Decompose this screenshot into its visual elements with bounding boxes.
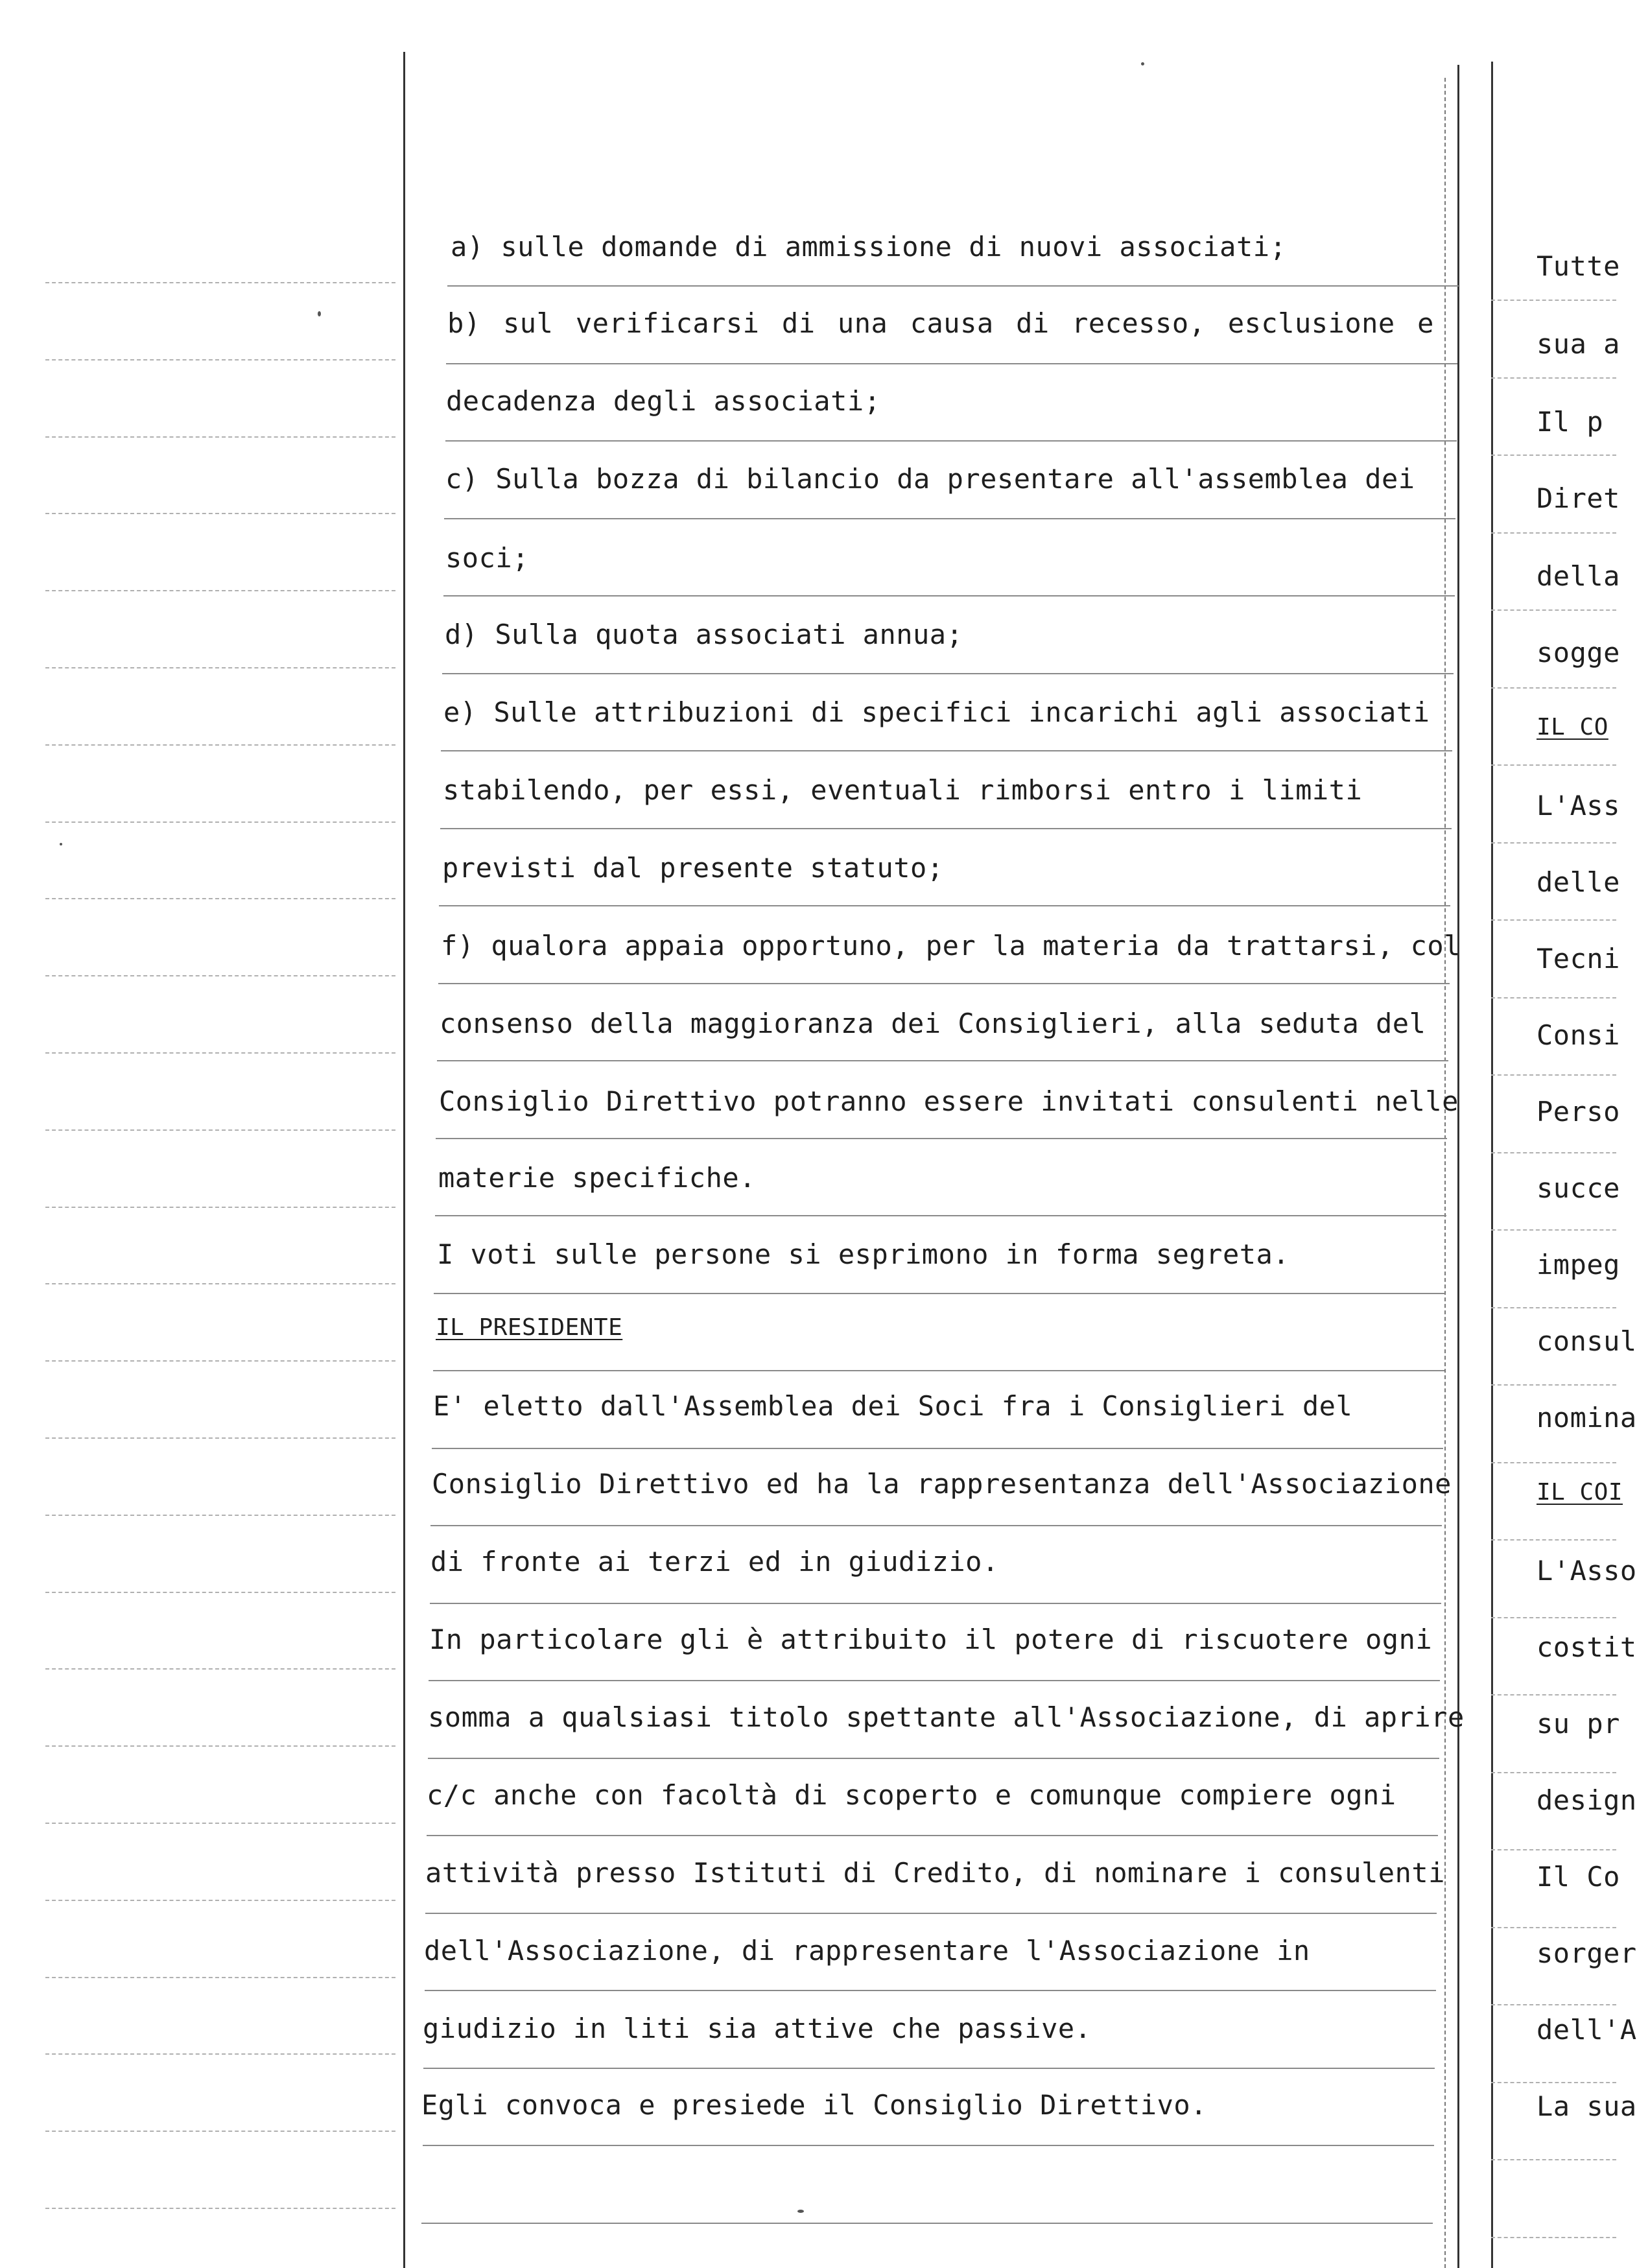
line-word: causa	[910, 307, 994, 339]
partial-line: design	[1537, 1784, 1637, 1816]
partial-line: su pr	[1537, 1708, 1620, 1740]
line-word: una	[837, 307, 888, 339]
ruled-line	[446, 363, 1457, 364]
line-word: esclusione	[1227, 307, 1395, 339]
margin-ruled-line	[45, 898, 395, 899]
line-word: e	[1417, 307, 1434, 339]
scan-speck	[1141, 62, 1144, 65]
ruled-line	[433, 1370, 1444, 1371]
text-line: consenso della maggioranza dei Consiglieri, alla seduta del	[440, 1008, 1426, 1039]
ruled-line	[423, 2145, 1434, 2146]
ruled-line	[438, 983, 1450, 984]
partial-line: Il Co	[1537, 1861, 1620, 1893]
text-line: a) sulle domande di ammissione di nuovi associati;	[451, 231, 1287, 263]
margin-ruled-line	[45, 2208, 395, 2209]
ruled-line	[421, 2223, 1433, 2224]
partial-line: Il p	[1537, 406, 1604, 438]
ruled-line	[423, 2068, 1435, 2069]
line-word: di	[1016, 307, 1050, 339]
text-line: giudizio in liti sia attive che passive.	[423, 2013, 1092, 2044]
partial-line: della	[1537, 560, 1620, 592]
text-line: somma a qualsiasi titolo spettante all'Associazione, di aprire	[428, 1701, 1465, 1733]
text-line: di fronte ai terzi ed in giudizio.	[430, 1546, 999, 1577]
text-line: previsti dal presente statuto;	[442, 852, 944, 884]
ruled-line	[427, 1835, 1438, 1836]
ruled-line	[435, 1215, 1446, 1216]
ruled-line	[434, 1293, 1445, 1294]
margin-ruled-line	[45, 1360, 395, 1362]
partial-line: Diret	[1537, 482, 1620, 514]
text-line: attività presso Istituti di Credito, di nominare i consulenti	[425, 1857, 1445, 1889]
text-line: Consiglio Direttivo potranno essere invitati consulenti nelle	[439, 1085, 1459, 1117]
right-margin-line	[1457, 65, 1459, 2268]
ruled-line	[441, 750, 1452, 751]
ruled-line	[442, 673, 1454, 674]
ruled-line	[447, 285, 1459, 287]
margin-ruled-line	[45, 1977, 395, 1978]
ruled-line	[429, 1680, 1440, 1681]
text-line: soci;	[445, 542, 529, 574]
ruled-line	[439, 905, 1450, 906]
partial-line: delle	[1537, 866, 1620, 898]
scan-speck	[797, 2210, 804, 2213]
margin-ruled-line	[45, 1283, 395, 1284]
partial-line: sua a	[1537, 328, 1620, 360]
partial-line: costit	[1537, 1631, 1637, 1663]
partial-line: Tutte	[1537, 250, 1620, 282]
ruled-line	[425, 1990, 1436, 1991]
margin-ruled-line	[45, 359, 395, 360]
partial-line: Perso	[1537, 1096, 1620, 1128]
text-line: Consiglio Direttivo ed ha la rappresentanza dell'Associazione	[432, 1468, 1452, 1500]
ruled-line	[440, 828, 1452, 829]
margin-ruled-line	[45, 1900, 395, 1901]
partial-heading: IL COI	[1537, 1479, 1623, 1506]
margin-ruled-line	[45, 513, 395, 514]
partial-line: succe	[1537, 1172, 1620, 1204]
ruled-line	[432, 1448, 1443, 1449]
partial-line: La sua	[1537, 2090, 1637, 2122]
partial-line: consul	[1537, 1325, 1637, 1357]
margin-ruled-line	[45, 1592, 395, 1593]
margin-ruled-line	[45, 590, 395, 591]
margin-ruled-line	[45, 436, 395, 438]
scan-speck	[60, 843, 62, 845]
text-line: c/c anche con facoltà di scoperto e comunque compiere ogni	[427, 1779, 1396, 1811]
margin-ruled-line	[45, 975, 395, 976]
fold-line	[1444, 78, 1446, 2268]
line-word: recesso,	[1072, 307, 1206, 339]
partial-line: sogge	[1537, 637, 1620, 668]
margin-ruled-line	[45, 1823, 395, 1824]
margin-ruled-line	[45, 1437, 395, 1439]
scan-speck	[318, 311, 321, 316]
ruled-line	[430, 1525, 1442, 1526]
text-line: d) Sulla quota associati annua;	[445, 619, 963, 650]
partial-line: Tecni	[1537, 943, 1620, 975]
margin-ruled-line	[45, 1207, 395, 1208]
text-line: I voti sulle persone si esprimono in forma segreta.	[437, 1238, 1290, 1270]
text-line: decadenza degli associati;	[446, 385, 881, 417]
ruled-line	[436, 1138, 1447, 1139]
line-word: b)	[447, 307, 481, 339]
text-line: e) Sulle attribuzioni di specifici incarichi agli associati	[443, 696, 1430, 728]
margin-ruled-line	[45, 2131, 395, 2132]
margin-ruled-line	[45, 821, 395, 823]
text-line: In particolare gli è attribuito il potere di riscuotere ogni	[429, 1624, 1433, 1655]
margin-ruled-line	[45, 1745, 395, 1747]
partial-heading: IL CO	[1537, 714, 1608, 740]
ruled-line	[430, 1603, 1441, 1604]
section-heading-presidente: IL PRESIDENTE	[436, 1314, 623, 1341]
line-word: verificarsi	[575, 307, 760, 339]
partial-line: dell'A	[1537, 2014, 1637, 2046]
line-word: sul	[503, 307, 554, 339]
partial-line: L'Asso	[1537, 1555, 1637, 1587]
partial-line: L'Ass	[1537, 790, 1620, 821]
margin-ruled-line	[45, 744, 395, 746]
partial-line: impeg	[1537, 1249, 1620, 1281]
text-line: Egli convoca e presiede il Consiglio Direttivo.	[421, 2089, 1207, 2121]
margin-ruled-line	[45, 1668, 395, 1670]
ruled-line	[443, 595, 1455, 597]
text-line: stabilendo, per essi, eventuali rimborsi entro i limiti	[443, 774, 1363, 806]
margin-ruled-line	[45, 667, 395, 668]
text-line: c) Sulla bozza di bilancio da presentare all'assemblea dei	[445, 463, 1415, 495]
ruled-line	[428, 1758, 1439, 1759]
left-margin-line	[403, 52, 405, 2268]
margin-ruled-line	[45, 1129, 395, 1131]
ruled-line	[425, 1913, 1437, 1914]
margin-ruled-line	[45, 282, 395, 283]
text-line: dell'Associazione, di rappresentare l'Associazione in	[424, 1935, 1310, 1967]
ruled-line	[437, 1060, 1448, 1061]
margin-ruled-line	[45, 1052, 395, 1054]
partial-line: nomina	[1537, 1402, 1637, 1434]
ruled-line	[445, 440, 1457, 442]
text-line	[447, 307, 1434, 339]
line-word: di	[781, 307, 816, 339]
text-line: materie specifiche.	[438, 1162, 756, 1194]
partial-line: sorger	[1537, 1937, 1637, 1969]
text-line: f) qualora appaia opportuno, per la materia da trattarsi, col	[441, 930, 1461, 962]
margin-ruled-line	[45, 1515, 395, 1516]
partial-line: Consi	[1537, 1019, 1620, 1051]
next-page-column	[1481, 0, 1637, 2268]
margin-ruled-line	[45, 2053, 395, 2055]
ruled-line	[444, 518, 1455, 519]
text-line: E' eletto dall'Assemblea dei Soci fra i Consiglieri del	[433, 1390, 1353, 1422]
